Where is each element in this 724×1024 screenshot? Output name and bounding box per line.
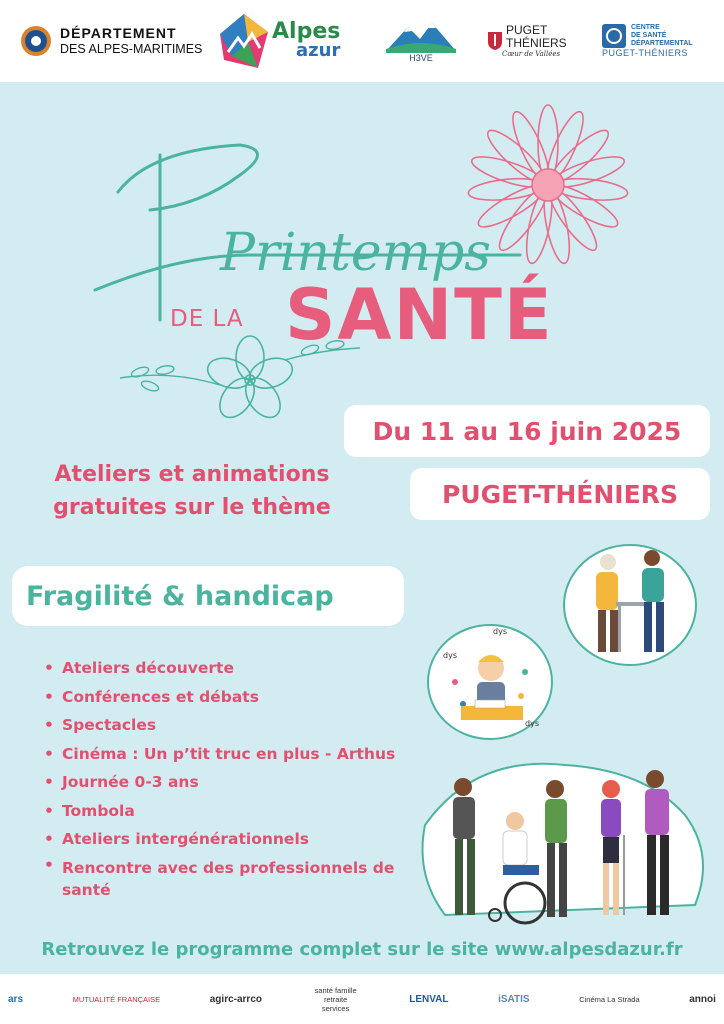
dept-line1: DÉPARTEMENT [60, 24, 177, 41]
puget-line1: PUGET [506, 23, 548, 37]
partner-header [0, 0, 724, 82]
centre-sante-logo [602, 10, 693, 72]
event-place: PUGET-THÉNIERS [410, 468, 710, 520]
pink-daisy-icon [467, 105, 628, 265]
partner-strip [0, 974, 724, 1024]
walker-illustration [560, 540, 700, 670]
partner-logo: Cinéma La Strada [579, 994, 640, 1004]
dept-line2: DES ALPES-MARITIMES [60, 41, 203, 56]
partner-logo: santé famille retraite services [314, 985, 357, 1013]
list-item: • Ateliers intergénérationnels [42, 825, 412, 854]
csd-line2: DE SANTÉ [631, 32, 667, 39]
title-de-la: DE LA [170, 306, 244, 332]
printemps-word: Printemps [220, 223, 491, 283]
child-learning-illustration [425, 622, 555, 742]
h3ve-text: H3VE [409, 53, 433, 63]
puget-line2: THÉNIERS [506, 36, 567, 50]
partner-logo: agirc-arrco [209, 993, 262, 1005]
svg-text:dys: dys [525, 719, 539, 728]
alpes-azur-mountain-icon [218, 12, 270, 70]
alpes-word: Alpes [272, 19, 341, 44]
intro-line2: gratuites sur le thème [53, 495, 331, 520]
csd-line3: DÉPARTEMENTAL [631, 40, 693, 47]
departement-logo [20, 10, 202, 72]
azur-word: azur [296, 40, 341, 61]
list-item: • Journée 0-3 ans [42, 768, 412, 797]
puget-tagline: Cœur de Vallées [502, 50, 561, 58]
list-item: • Spectacles [42, 711, 412, 740]
list-item: • Rencontre avec des professionnels de santé [42, 854, 412, 901]
partner-logo: ars [8, 993, 24, 1005]
list-item: • Cinéma : Un p’tit truc en plus - Arthus [42, 740, 412, 769]
theme-badge: Fragilité & handicap [12, 566, 404, 626]
partner-logo: iSATIS [498, 993, 530, 1005]
intro-text [27, 458, 357, 524]
svg-text:dys: dys [443, 651, 457, 660]
intro-line1: Ateliers et animations [54, 462, 330, 487]
csd-town: PUGET-THÉNIERS [602, 48, 689, 58]
list-item: • Ateliers découverte [42, 654, 412, 683]
puget-shield-icon [488, 32, 502, 50]
departement-emblem-icon [20, 25, 52, 57]
puget-logo [488, 10, 567, 72]
centre-sante-emblem-icon [602, 24, 626, 48]
list-item: • Tombola [42, 797, 412, 826]
group-people-illustration [415, 745, 715, 930]
teal-flower-icon [204, 336, 296, 424]
svg-text:dys: dys [493, 627, 507, 636]
csd-line1: CENTRE [631, 24, 660, 31]
alpes-azur-logo [218, 10, 340, 72]
list-item: • Conférences et débats [42, 683, 412, 712]
partner-logo: annoi [689, 993, 716, 1005]
partner-logo: MUTUALITÉ FRANÇAISE [72, 994, 161, 1004]
program-cta: Retrouvez le programme complet sur le site www.alpesdazur.fr [0, 930, 724, 970]
partner-logo: LENVAL [409, 993, 449, 1005]
activities-list [42, 654, 412, 901]
h3ve-logo [386, 10, 456, 72]
mountains-icon [386, 19, 456, 53]
title-sante: SANTÉ [285, 274, 554, 356]
title-artwork [0, 100, 724, 430]
event-dates: Du 11 au 16 juin 2025 [344, 405, 710, 457]
